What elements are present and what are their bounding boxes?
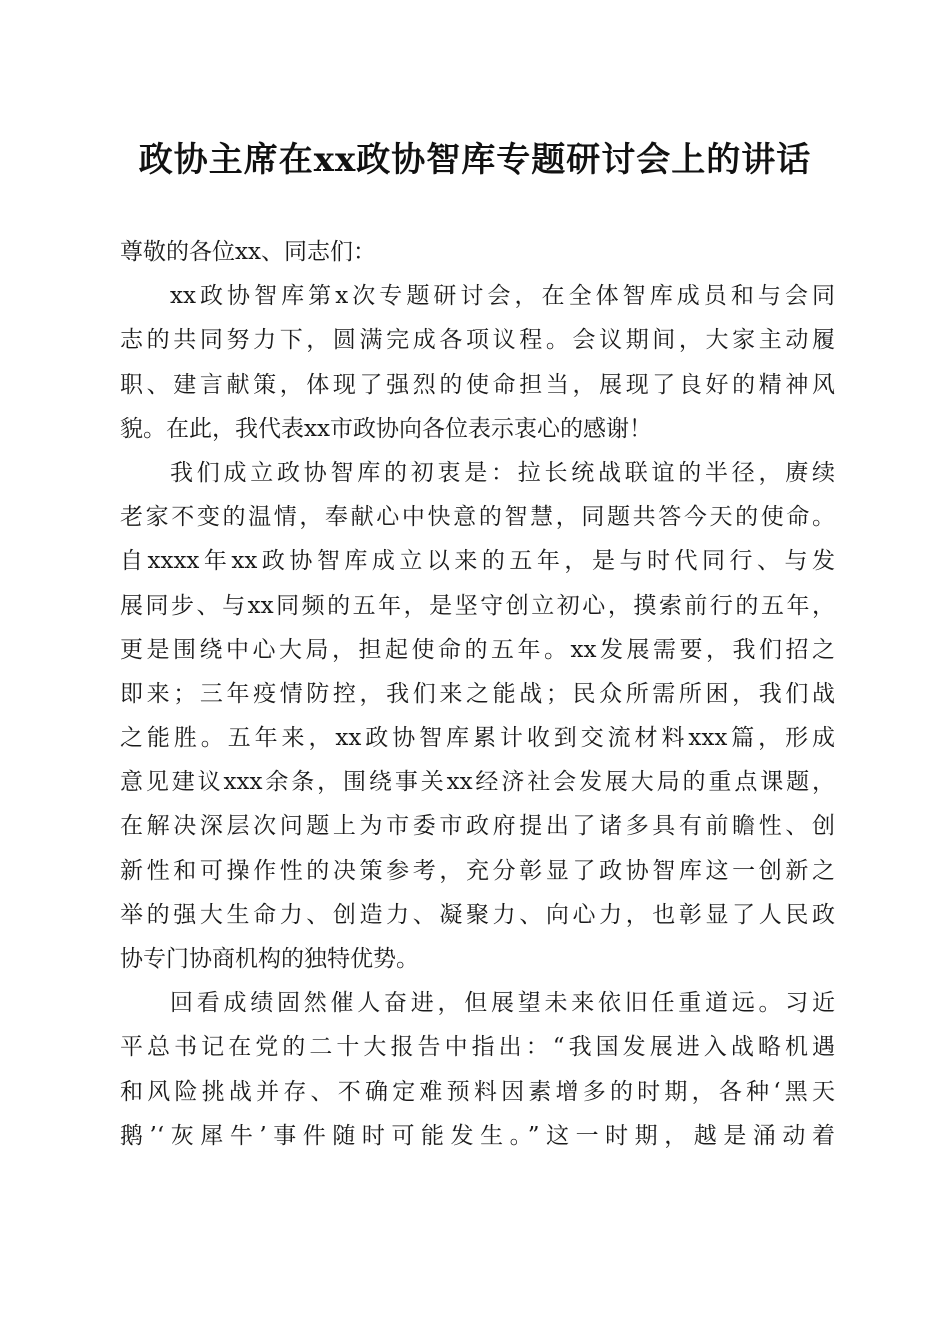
salutation: 尊敬的各位xx、同志们： — [120, 239, 376, 265]
paragraph — [120, 274, 835, 451]
document-body — [120, 230, 835, 1158]
text-line: 我们成立政协智库的初衷是：拉长统战联谊的半径，赓续 — [170, 459, 835, 486]
text-line: 回看成绩固然催人奋进，但展望未来依旧任重道远。习近 — [170, 990, 835, 1017]
text-line: 鹅’‘灰犀牛’事件随时可能发生。”这一时期，越是涌动着 — [120, 1122, 835, 1149]
text-line: 展同步、与xx同频的五年，是坚守创立初心，摸索前行的五年， — [120, 592, 835, 619]
document-title: 政协主席在xx政协智库专题研讨会上的讲话 — [138, 140, 812, 180]
paragraph — [120, 981, 835, 1158]
text-line: xx政协智库第x次专题研讨会，在全体智库成员和与会同 — [170, 283, 835, 310]
text-line: 自xxxx年xx政协智库成立以来的五年，是与时代同行、与发 — [120, 548, 835, 575]
text-line: 平总书记在党的二十大报告中指出：“我国发展进入战略机遇 — [120, 1034, 835, 1061]
text-line: 举的强大生命力、创造力、凝聚力、向心力，也彰显了人民政 — [120, 901, 835, 928]
text-line: 协专门协商机构的独特优势。 — [120, 946, 419, 972]
text-line: 意见建议xxx余条，围绕事关xx经济社会发展大局的重点课题， — [120, 769, 835, 796]
text-line: 老家不变的温情，奉献心中快意的智慧，同题共答今天的使命。 — [120, 504, 835, 531]
text-line: 职、建言献策，体现了强烈的使命担当，展现了良好的精神风 — [120, 371, 835, 398]
text-line: 貌。在此，我代表xx市政协向各位表示衷心的感谢！ — [120, 415, 652, 442]
text-line: 和风险挑战并存、不确定难预料因素增多的时期，各种‘黑天 — [120, 1078, 835, 1105]
text-line: 更是围绕中心大局，担起使命的五年。xx发展需要，我们招之 — [120, 636, 835, 663]
text-line: 志的共同努力下，圆满完成各项议程。会议期间，大家主动履 — [120, 327, 835, 354]
text-line: 新性和可操作性的决策参考，充分彰显了政协智库这一创新之 — [120, 857, 835, 884]
text-line: 即来；三年疫情防控，我们来之能战；民众所需所困，我们战 — [120, 680, 835, 707]
paragraph — [120, 451, 835, 981]
text-line: 在解决深层次问题上为市委市政府提出了诸多具有前瞻性、创 — [120, 813, 835, 840]
text-line: 之能胜。五年来，xx政协智库累计收到交流材料xxx篇，形成 — [120, 725, 835, 752]
